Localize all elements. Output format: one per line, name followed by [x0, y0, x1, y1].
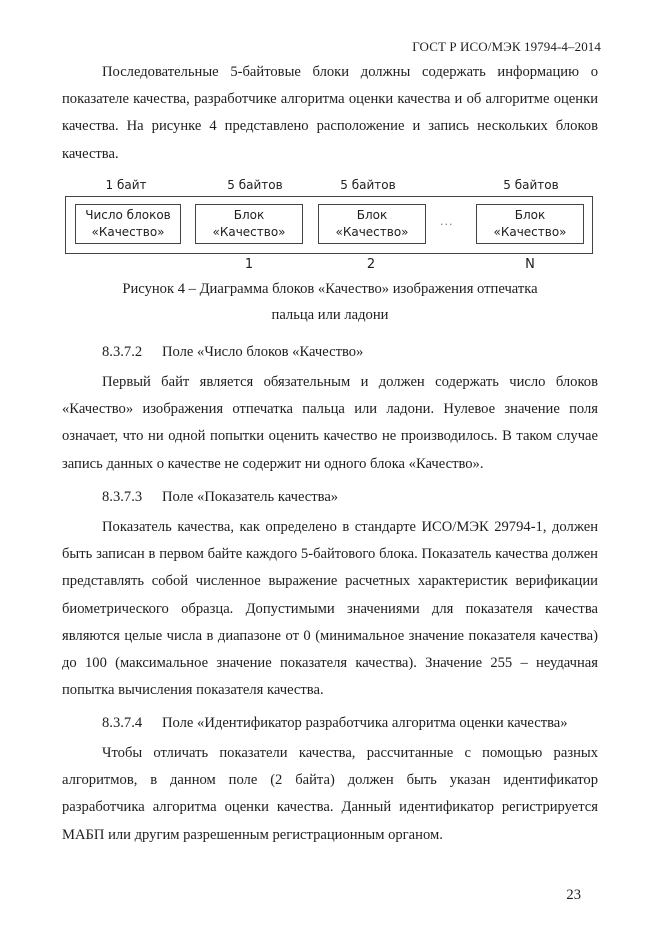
section-paragraph: Показатель качества, как определено в стандарте ИСО/МЭК 29794-1, должен быть записан в первом байте каждого 5-байтового блока. Показатель качества должен представлять собой численное выражение расчетных характеристик верификации биометрического образца. Допустимыми значениями для показателя качества являются целые числа в диапазоне от 0 (минимальное значение показателя качества) до 100 (максимальное значение показателя качества). Значение 255 – неудачная попытка вычисления показателя качества. [62, 519, 598, 699]
quality-block-2 [318, 204, 426, 244]
size-label-3: 5 байтов [340, 178, 396, 192]
section-number: 8.3.7.4 [102, 715, 143, 731]
document-header: ГОСТ Р ИСО/МЭК 19794-4–2014 [412, 39, 601, 54]
size-label-4: 5 байтов [503, 178, 559, 192]
section-number: 8.3.7.3 [102, 489, 143, 505]
ellipsis: ... [440, 215, 454, 228]
block-count-box [75, 204, 181, 244]
section-paragraph: Чтобы отличать показатели качества, рассчитанные с помощью разных алгоритмов, в данном поле (2 байта) должен быть указан идентификатор разработчика алгоритма оценки качества. Данный идентификатор регистрируется МАБП или другим разрешенным регистрационным органом. [62, 745, 598, 843]
figure-caption-line2: пальца или ладони [271, 307, 389, 323]
block-line2: «Качество» [493, 225, 567, 239]
page-number: 23 [566, 887, 581, 903]
block-line2: «Качество» [91, 225, 165, 239]
section-heading [102, 713, 568, 733]
section-title: Поле «Число блоков «Качество» [162, 344, 364, 360]
section-title: Поле «Показатель качества» [162, 489, 339, 505]
block-line2: «Качество» [212, 225, 286, 239]
block-index-1: 1 [244, 257, 254, 272]
section-heading [102, 342, 363, 362]
section-number: 8.3.7.2 [102, 344, 143, 360]
block-line1: Блок [356, 208, 388, 222]
section-heading [102, 487, 338, 507]
block-line1: Блок [514, 208, 546, 222]
section-title: Поле «Идентификатор разработчика алгоритма оценки качества» [162, 715, 568, 731]
block-index-n: N [525, 257, 535, 272]
section-paragraph: Первый байт является обязательным и должен содержать число блоков «Качество» изображения отпечатка пальца или ладони. Нулевое значение поля означает, что ни одной попытки оценить качество не производилось. В таком случае запись данных о качестве не содержит ни одного блока «Качество». [62, 374, 598, 472]
block-line1: Число блоков [85, 208, 171, 222]
intro-paragraph: Последовательные 5-байтовые блоки должны содержать информацию о показателе качества, разработчике алгоритма оценки качества и об алгоритме оценки качества. На рисунке 4 представлено расположение и запись нескольких блоков качества. [62, 64, 598, 162]
size-label-2: 5 байтов [227, 178, 283, 192]
figure-caption-line1: Рисунок 4 – Диаграмма блоков «Качество» изображения отпечатка [122, 281, 538, 297]
quality-block-n [476, 204, 584, 244]
block-index-2: 2 [366, 257, 376, 272]
size-label-1: 1 байт [105, 178, 147, 192]
block-line1: Блок [233, 208, 265, 222]
block-line2: «Качество» [335, 225, 409, 239]
quality-block-1 [195, 204, 303, 244]
